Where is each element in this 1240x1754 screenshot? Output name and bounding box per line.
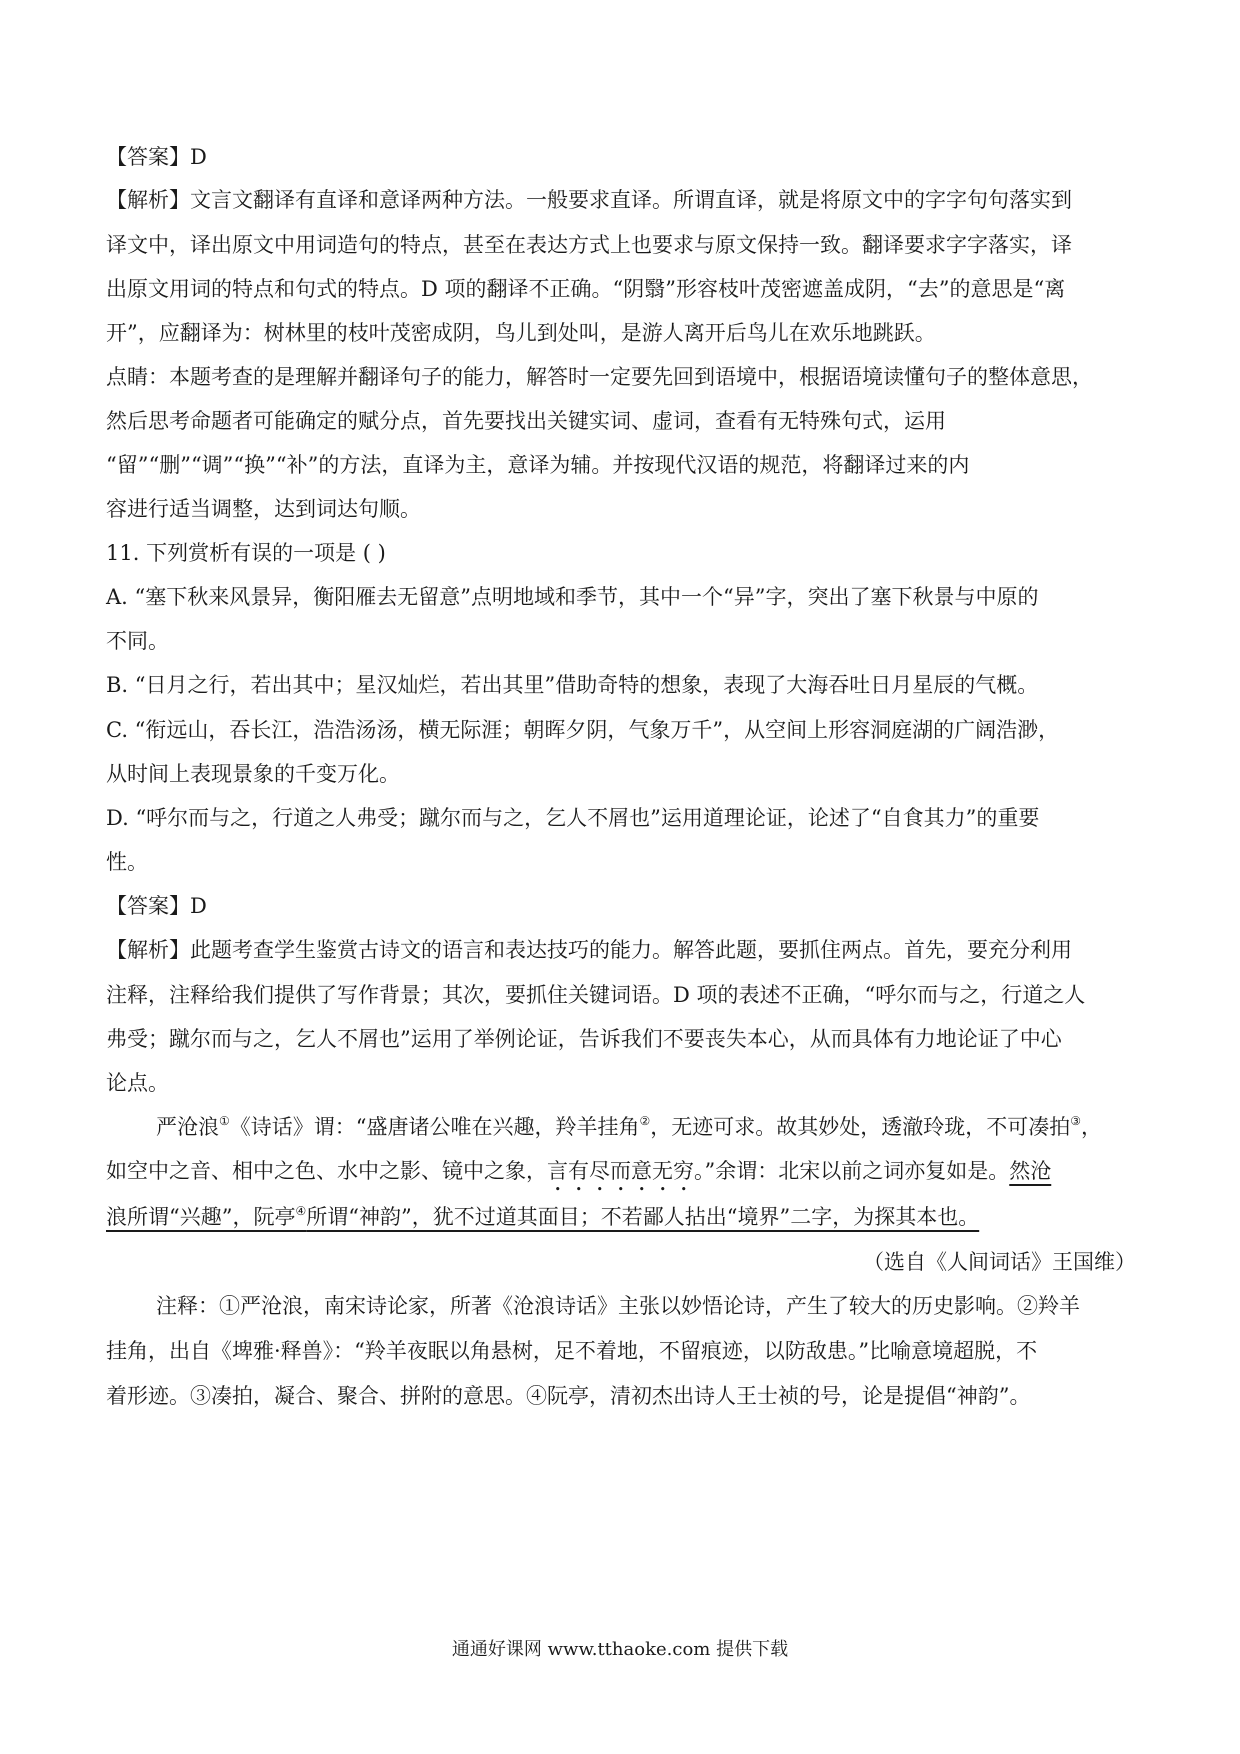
passage-source: （选自《人间词话》王国维） xyxy=(863,1250,1136,1274)
notes-line-2: 挂角，出自《埤雅·释兽》：“羚羊夜眠以角悬树，足不着地，不留痕迹，以防敌患。”比喻意境超脱，不 xyxy=(106,1339,1038,1363)
tip-line-4: 容进行适当调整，达到词达句顺。 xyxy=(106,497,421,521)
option-a-line-2: 不同。 xyxy=(106,629,169,653)
passage-line-2: 如空中之音、相中之色、水中之影、镜中之象，言有尽而意无穷。”余谓：北宋以前之词亦复如是。然沧 xyxy=(106,1159,1052,1183)
tip-line-3: “留”“删”“调”“换”“补”的方法，直译为主，意译为辅。并按现代汉语的规范，将翻译过来的内 xyxy=(106,453,970,477)
passage-line-3 xyxy=(106,1202,1136,1232)
answer-10: 【答案】D xyxy=(106,145,207,169)
tip-line-2: 然后思考命题者可能确定的赋分点，首先要找出关键实词、虚词，查看有无特殊句式，运用 xyxy=(106,409,946,433)
option-d-line-1: D. “呼尔而与之，行道之人弗受；蹴尔而与之，乞人不屑也”运用道理论证，论述了“自食其力”的重要 xyxy=(106,806,1040,830)
underlined-sentence: 浪所谓“兴趣”，阮亭④所谓“神韵”，犹不过道其面目；不若鄙人拈出“境界”二字，为探其本也。 xyxy=(106,1204,980,1229)
analysis-11-line-1: 【解析】此题考查学生鉴赏古诗文的语言和表达技巧的能力。解答此题，要抓住两点。首先，要充分利用 xyxy=(106,938,1072,962)
analysis-10-line-3: 出原文用词的特点和句式的特点。D 项的翻译不正确。“阴翳”形容枝叶茂密遮盖成阴，“去”的意思是“离 xyxy=(106,277,1066,301)
option-c-line-2: 从时间上表现景象的千变万化。 xyxy=(106,762,400,786)
analysis-10-line-1: 【解析】文言文翻译有直译和意译两种方法。一般要求直译。所谓直译，就是将原文中的字字句句落实到 xyxy=(106,188,1072,212)
question-11-stem: 11. 下列赏析有误的一项是 ( ) xyxy=(106,541,386,565)
footnote-ref-2: ② xyxy=(639,1114,651,1128)
underlined-sentence-start: 然沧 xyxy=(1009,1159,1052,1183)
notes-line-3: 着形迹。③凑拍，凝合、聚合、拼附的意思。④阮亭，清初杰出诗人王士祯的号，论是提倡“神韵”。 xyxy=(106,1384,1031,1408)
notes-line-1: 注释：①严沧浪，南宋诗论家，所著《沧浪诗话》主张以妙悟论诗，产生了较大的历史影响。②羚羊 xyxy=(156,1294,1080,1318)
analysis-11-line-4: 论点。 xyxy=(106,1071,169,1095)
footnote-ref-3: ③ xyxy=(1070,1114,1082,1128)
analysis-10-line-4: 开”，应翻译为：树林里的枝叶茂密成阴，鸟儿到处叫，是游人离开后鸟儿在欢乐地跳跃。 xyxy=(106,321,936,345)
option-a-line-1: A. “塞下秋来风景异，衡阳雁去无留意”点明地域和季节，其中一个“异”字，突出了塞下秋景与中原的 xyxy=(106,585,1039,609)
option-d-line-2: 性。 xyxy=(106,850,148,874)
footnote-ref-1: ① xyxy=(219,1114,230,1128)
analysis-11-line-3: 弗受；蹴尔而与之，乞人不屑也”运用了举例论证，告诉我们不要丧失本心，从而具体有力地论证了中心 xyxy=(106,1027,1062,1051)
analysis-10-line-2: 译文中，译出原文中用词造句的特点，甚至在表达方式上也要求与原文保持一致。翻译要求字字落实，译 xyxy=(106,233,1072,257)
page-footer: 通通好课网 www.tthaoke.com 提供下载 xyxy=(451,1639,789,1660)
option-b: B. “日月之行，若出其中；星汉灿烂，若出其里”借助奇特的想象，表现了大海吞吐日月星辰的气概。 xyxy=(106,673,1039,697)
passage-line-1: 严沧浪①《诗话》谓：“盛唐诸公唯在兴趣，羚羊挂角②，无迹可求。故其妙处，透澈玲珑，不可凑拍③， xyxy=(156,1114,1103,1139)
emphasized-phrase: 言有尽而意无穷 xyxy=(547,1159,694,1183)
analysis-11-line-2: 注释，注释给我们提供了写作背景；其次，要抓住关键词语。D 项的表述不正确，“呼尔而与之，行道之人 xyxy=(106,983,1086,1007)
tip-line-1: 点睛：本题考查的是理解并翻译句子的能力，解答时一定要先回到语境中，根据语境读懂句子的整体意思， xyxy=(106,365,1093,389)
footnote-ref-4: ④ xyxy=(295,1204,307,1218)
answer-11: 【答案】D xyxy=(106,894,207,918)
option-c-line-1: C. “衔远山，吞长江，浩浩汤汤，横无际涯；朝晖夕阴，气象万千”，从空间上形容洞庭湖的广阔浩渺， xyxy=(106,718,1060,742)
